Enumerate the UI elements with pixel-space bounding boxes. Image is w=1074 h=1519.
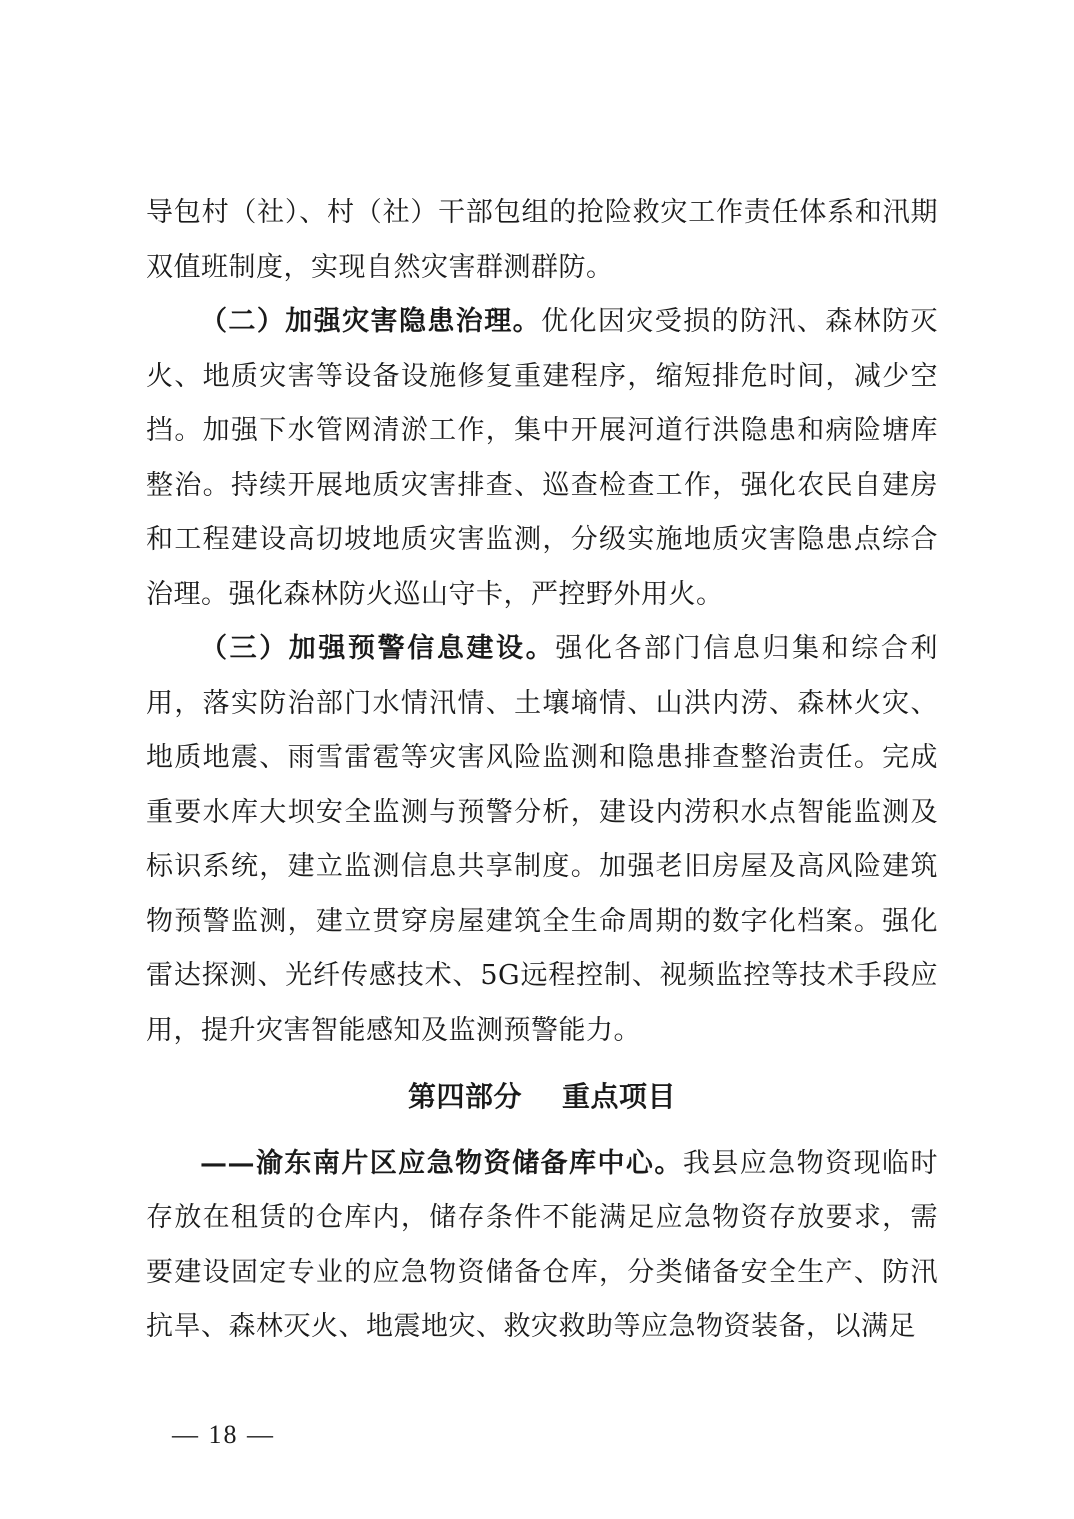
paragraph-hazard-treatment [146,295,938,622]
paragraph-warning-info [146,622,938,1058]
paragraph-text: 强化各部门信息归集和综合利用，落实防治部门水情汛情、土壤墒情、山洪内涝、森林火灾、地质地震、雨雪雷雹等灾害风险监测和隐患排查整治责任。完成重要水库大坝安全监测与预警分析，建设内涝积水点智能监测及标识系统，建立监测信息共享制度。加强老旧房屋及高风险建筑物预警监测，建立贯穿房屋建筑全生命周期的数字化档案。强化雷达探测、光纤传感技术、5G远程控制、视频监控等技术手段应用，提升灾害智能感知及监测预警能力。 [146,633,938,1046]
section-title: 重点项目 [562,1080,677,1113]
paragraph-lead: （三）加强预警信息建设。 [200,633,556,664]
project-text: 我县应急物资现临时存放在租赁的仓库内，储存条件不能满足应急物资存放要求，需要建设固定专业的应急物资储备仓库，分类储备安全生产、防汛抗旱、森林灭火、地震地灾、救灾救助等应急物资装备，以满足 [146,1147,939,1342]
section-part-label: 第四部分 [407,1080,522,1113]
paragraph-text: 优化因灾受损的防汛、森林防灭火、地质灾害等设备设施修复重建程序，缩短排危时间，减少空挡。加强下水管网清淤工作，集中开展河道行洪隐患和病险塘库整治。持续开展地质灾害排查、巡查检查工作，强化农民自建房和工程建设高切坡地质灾害监测，分级实施地质灾害隐患点综合治理。强化森林防火巡山守卡，严控野外用火。 [146,306,939,610]
section-heading [146,1070,938,1125]
paragraph-continuation: 导包村（社）、村（社）干部包组的抢险救灾工作责任体系和汛期双值班制度，实现自然灾害群测群防。 [146,197,938,283]
paragraph-lead: （二）加强灾害隐患治理。 [200,306,542,337]
page-number: — 18 — [172,1420,275,1449]
document-body [146,186,938,1355]
paragraph-project [146,1137,938,1355]
project-lead: ——渝东南片区应急物资储备库中心。 [200,1147,683,1179]
